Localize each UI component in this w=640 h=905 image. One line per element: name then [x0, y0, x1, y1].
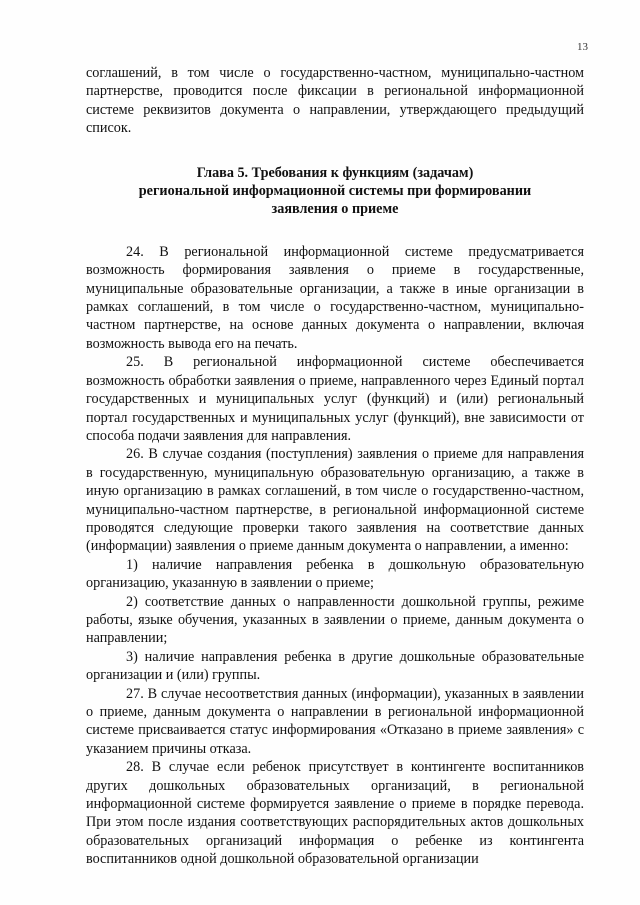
list-item-2: 2) соответствие данных о направленности дошкольной группы, режиме работы, языке обучения, указанных в заявлении о приеме, данным документа о направлении;: [86, 593, 584, 647]
chapter-heading-line: региональной информационной системы при формировании: [138, 183, 532, 200]
paragraph-27: 27. В случае несоответствия данных (информации), указанных в заявлении о приеме, данным документа о направлении в региональной информационной системе присваивается статус информирования «Отказано в приеме заявления» с указанием причины отказа.: [86, 685, 584, 757]
page-number: 13: [577, 41, 588, 53]
intro-paragraph: соглашений, в том числе о государственно-частном, муниципально-частном партнерстве, проводится после фиксации в региональной информационной системе реквизитов документа о направлении, утверждающего предыдущий список.: [86, 65, 584, 137]
chapter-heading: [86, 164, 584, 219]
list-item-3: 3) наличие направления ребенка в другие дошкольные образовательные организации и (или) группы.: [86, 648, 584, 684]
paragraph-25: 25. В региональной информационной системе обеспечивается возможность обработки заявления о приеме, направленного через Единый портал государственных и муниципальных услуг (функций) и (или) региональный портал государственных и муниципальных услуг (функций), вне зависимости от способа подачи заявления для направления.: [86, 354, 584, 444]
chapter-heading-line: заявления о приеме: [271, 201, 399, 218]
paragraph-24: 24. В региональной информационной системе предусматривается возможность формирования заявления о приеме в государственные, муниципальные образовательные организации, а также в иные организации в рамках соглашений, в том числе о государственно-частном, муниципально-частном партнерстве, на основе данных документа о направлении, включая возможность вывода его на печать.: [86, 243, 584, 352]
list-item-1: 1) наличие направления ребенка в дошкольную образовательную организацию, указанную в заявлении о приеме;: [86, 556, 584, 592]
chapter-heading-line: Глава 5. Требования к функциям (задачам): [196, 164, 474, 181]
document-body: [86, 64, 584, 869]
paragraph-28: 28. В случае если ребенок присутствует в контингенте воспитанников других дошкольных образовательных организаций, в региональной информационной системе формируется заявление о приеме в порядке перевода. При этом после издания соответствующих распорядительных актов дошкольных образовательных организаций информация о ребенке из контингента воспитанников одной дошкольной образовательной организации: [86, 759, 584, 868]
paragraph-26: 26. В случае создания (поступления) заявления о приеме для направления в государственную, муниципальную образовательную организацию, а также в иную организацию в рамках соглашений, в том числе о государственно-частном, муниципально-частном партнерстве, в региональной информационной системе проводятся следующие проверки такого заявления на соответствие данных (информации) заявления о приеме данным документа о направлении, а именно:: [86, 446, 584, 555]
